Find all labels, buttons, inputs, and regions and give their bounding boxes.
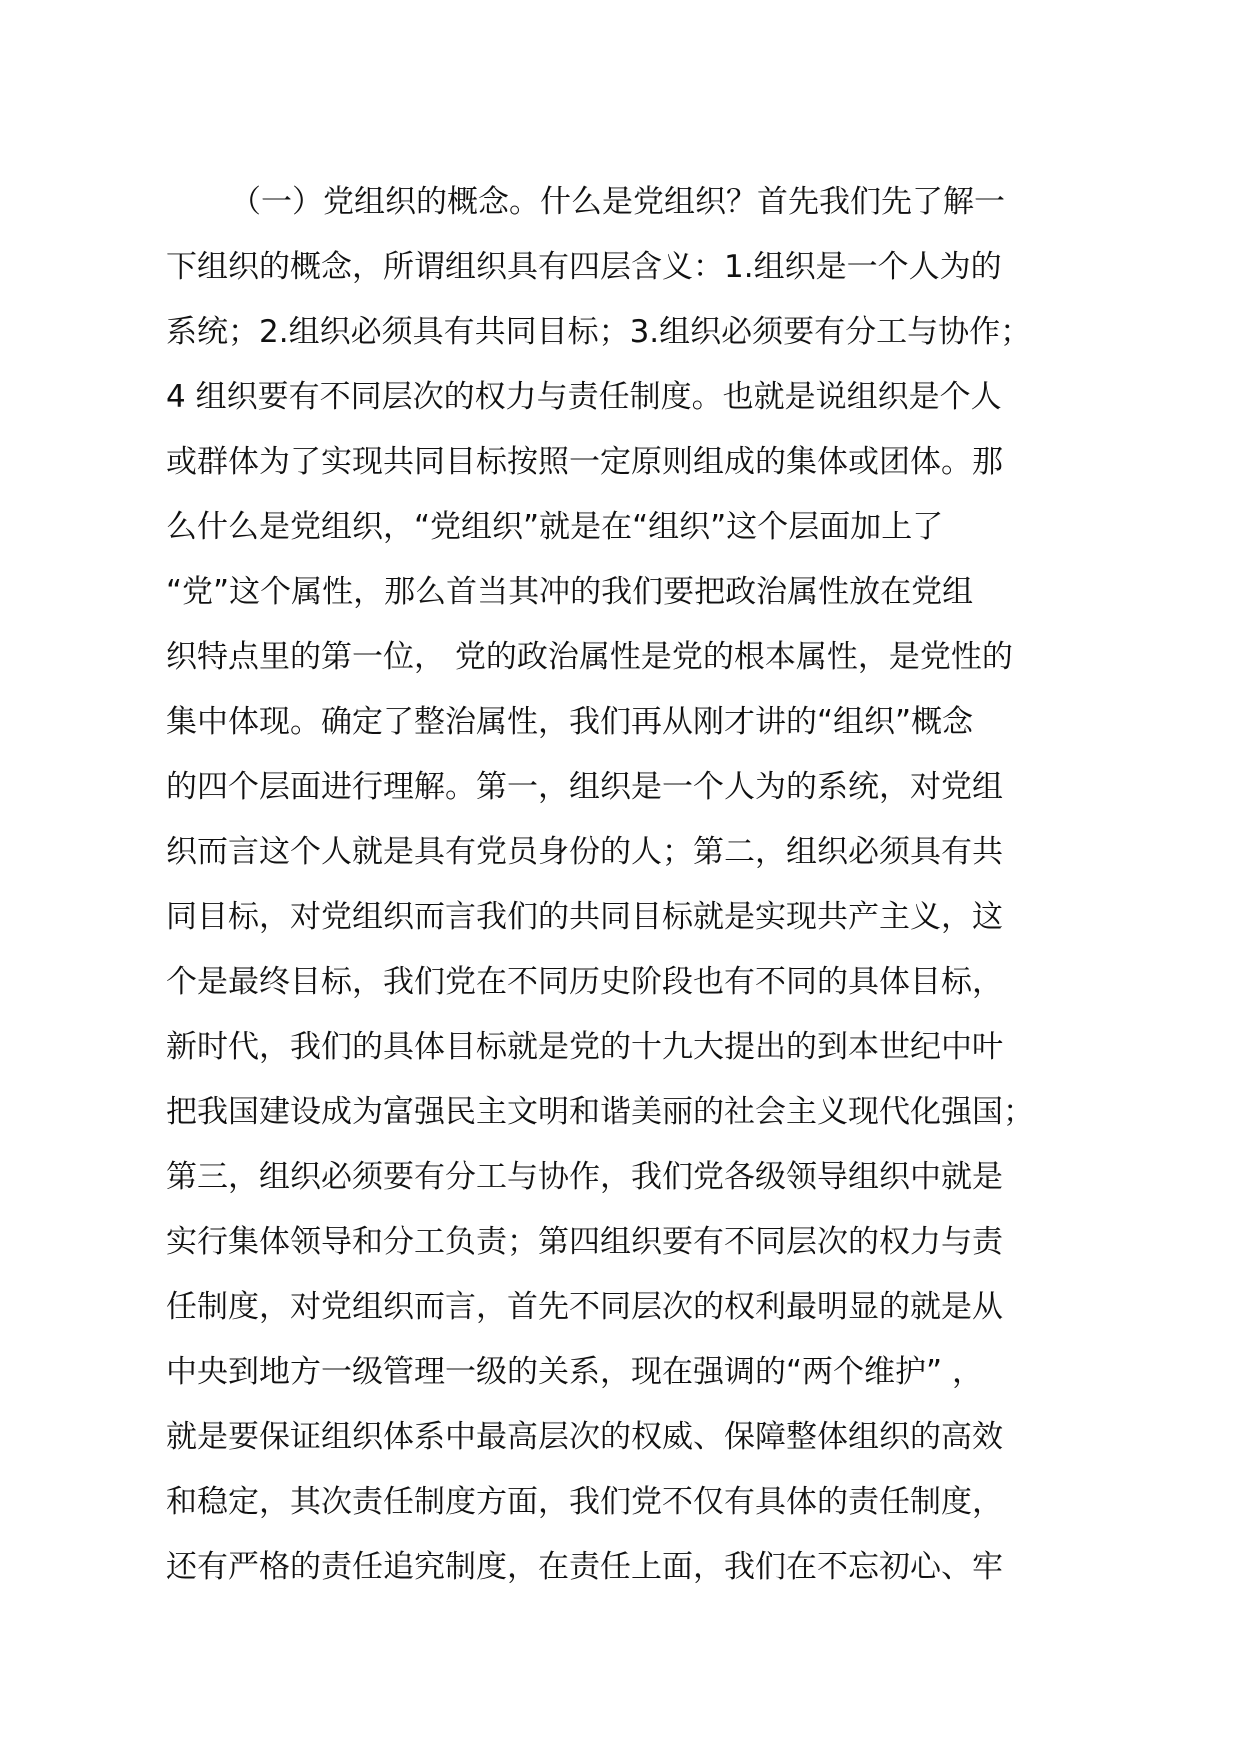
paragraph-line: 4 组织要有不同层次的权力与责任制度。也就是说组织是个人 <box>166 379 1002 415</box>
paragraph-line: 新时代，我们的具体目标就是党的十九大提出的到本世纪中叶 <box>166 1029 1003 1065</box>
paragraph-line: 织而言这个人就是具有党员身份的人；第二，组织必须具有共 <box>166 834 1003 870</box>
paragraph-line: 织特点里的第一位， 党的政治属性是党的根本属性，是党性的 <box>166 639 1013 675</box>
paragraph-line: 么什么是党组织，“党组织”就是在“组织”这个层面加上了 <box>166 509 944 545</box>
paragraph-line: 把我国建设成为富强民主文明和谐美丽的社会主义现代化强国； <box>166 1094 1034 1130</box>
paragraph-line: 下组织的概念，所谓组织具有四层含义：1.组织是一个人为的 <box>166 249 1002 285</box>
paragraph-line: 的四个层面进行理解。第一，组织是一个人为的系统，对党组 <box>166 769 1003 805</box>
paragraph-line: 或群体为了实现共同目标按照一定原则组成的集体或团体。那 <box>166 444 1003 480</box>
paragraph-line: 还有严格的责任追究制度，在责任上面，我们在不忘初心、牢 <box>166 1549 1003 1585</box>
paragraph-line: “党”这个属性，那么首当其冲的我们要把政治属性放在党组 <box>166 574 974 610</box>
paragraph-line: 中央到地方一级管理一级的关系，现在强调的“两个维护” ， <box>166 1354 983 1390</box>
paragraph-line: （一）党组织的概念。什么是党组织？首先我们先了解一 <box>230 184 1005 220</box>
paragraph-line: 集中体现。确定了整治属性，我们再从刚才讲的“组织”概念 <box>166 704 974 740</box>
paragraph-line: 实行集体领导和分工负责；第四组织要有不同层次的权力与责 <box>166 1224 1003 1260</box>
paragraph-line: 第三，组织必须要有分工与协作，我们党各级领导组织中就是 <box>166 1159 1003 1195</box>
body-paragraph <box>166 170 1106 1600</box>
paragraph-line: 和稳定，其次责任制度方面，我们党不仅有具体的责任制度， <box>166 1484 1003 1520</box>
paragraph-line: 个是最终目标，我们党在不同历史阶段也有不同的具体目标， <box>166 964 1003 1000</box>
paragraph-line: 就是要保证组织体系中最高层次的权威、保障整体组织的高效 <box>166 1419 1003 1455</box>
paragraph-line: 同目标，对党组织而言我们的共同目标就是实现共产主义，这 <box>166 899 1003 935</box>
paragraph-line: 任制度，对党组织而言，首先不同层次的权利最明显的就是从 <box>166 1289 1003 1325</box>
paragraph-line: 系统；2.组织必须具有共同目标；3.组织必须要有分工与协作； <box>166 314 1032 350</box>
